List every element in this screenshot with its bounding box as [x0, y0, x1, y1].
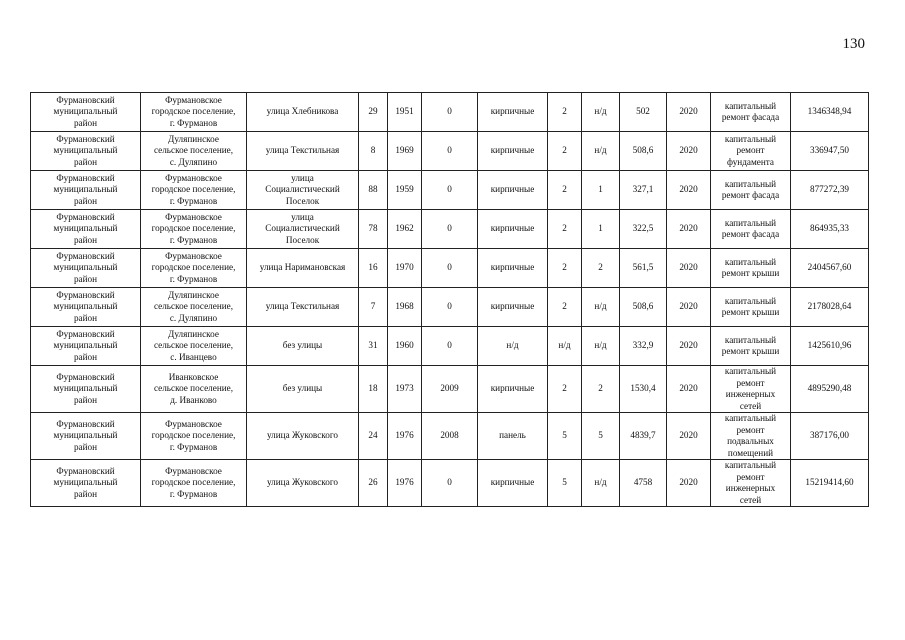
street-cell [247, 460, 359, 507]
plan-year-cell: 2020 [667, 93, 711, 132]
cell-line: Фурмановское [165, 94, 222, 105]
cell-line: Поселок [285, 234, 320, 245]
plan-year-cell: 2020 [667, 460, 711, 507]
cell-line: Фурмановское [165, 211, 222, 222]
cell-line: д. Иванково [170, 394, 217, 405]
cell-line: сетей [739, 494, 762, 505]
build-year-cell: 1976 [388, 460, 422, 507]
cell-line: район [73, 441, 98, 452]
cell-line: Фурмановское [165, 172, 222, 183]
cell-line: муниципальный [53, 262, 118, 273]
cell-line: ремонт крыши [721, 346, 780, 356]
cell-line: сельское поселение, [153, 383, 234, 394]
cell-line: г. Фурманов [169, 441, 218, 452]
house-number-cell: 31 [359, 327, 388, 366]
reconstruction-year-cell: 2009 [422, 366, 478, 413]
street-cell [247, 366, 359, 413]
wall-material-cell: кирпичные [478, 249, 548, 288]
cell-line: Иванковское [168, 371, 219, 382]
cell-line: Социалистический [265, 223, 340, 234]
cost-cell: 15219414,60 [791, 460, 869, 507]
cell-line: ремонт крыши [721, 268, 780, 278]
cell-line: ремонт [736, 471, 765, 482]
plan-year-cell: 2020 [667, 413, 711, 460]
settlement-cell [141, 249, 247, 288]
plan-year-cell: 2020 [667, 249, 711, 288]
reconstruction-year-cell: 0 [422, 132, 478, 171]
cell-line: г. Фурманов [169, 117, 218, 128]
cell-line: муниципальный [53, 477, 118, 488]
house-number-cell: 24 [359, 413, 388, 460]
cell-line: муниципальный [53, 340, 118, 351]
cell-line: с. Дуляпино [169, 156, 218, 167]
cost-cell: 336947,50 [791, 132, 869, 171]
area-cell: 502 [620, 93, 667, 132]
cell-line: Фурмановское [165, 418, 222, 429]
build-year-cell: 1973 [388, 366, 422, 413]
plan-year-cell: 2020 [667, 210, 711, 249]
cell-line: Фурмановский [56, 94, 115, 105]
district-cell [31, 366, 141, 413]
floors-cell: 2 [548, 366, 582, 413]
settlement-cell [141, 93, 247, 132]
cell-line: улица Наримановская [259, 262, 346, 273]
cell-line: Дуляпинское [168, 289, 219, 300]
floors-cell: 2 [548, 93, 582, 132]
wall-material-cell: панель [478, 413, 548, 460]
build-year-cell: 1968 [388, 288, 422, 327]
cell-line: муниципальный [53, 383, 118, 394]
cell-line: улица Хлебникова [266, 106, 339, 117]
wall-material-cell: кирпичные [478, 288, 548, 327]
area-cell: 561,5 [620, 249, 667, 288]
cost-cell: 877272,39 [791, 171, 869, 210]
cell-line: с. Иванцево [170, 351, 217, 362]
housing-repair-table [30, 92, 869, 507]
cell-line: городское поселение, [151, 262, 236, 273]
cell-line: Дуляпинское [168, 328, 219, 339]
plan-year-cell: 2020 [667, 171, 711, 210]
cell-line: муниципальный [53, 430, 118, 441]
cell-line: район [73, 117, 98, 128]
entrances-cell: н/д [582, 132, 620, 171]
wall-material-cell: кирпичные [478, 171, 548, 210]
work-type-cell [711, 132, 791, 171]
cell-line: капитальный [724, 413, 777, 423]
entrances-cell: 1 [582, 210, 620, 249]
house-number-cell: 16 [359, 249, 388, 288]
work-type-cell [711, 366, 791, 413]
cell-line: г. Фурманов [169, 488, 218, 499]
cell-line: городское поселение, [151, 430, 236, 441]
district-cell [31, 132, 141, 171]
cell-line: Фурмановский [56, 465, 115, 476]
house-number-cell: 88 [359, 171, 388, 210]
reconstruction-year-cell: 0 [422, 288, 478, 327]
cost-cell: 2178028,64 [791, 288, 869, 327]
cell-line: муниципальный [53, 223, 118, 234]
wall-material-cell: кирпичные [478, 366, 548, 413]
cell-line: подвальных [727, 436, 774, 446]
district-cell [31, 249, 141, 288]
reconstruction-year-cell: 0 [422, 327, 478, 366]
reconstruction-year-cell: 0 [422, 249, 478, 288]
cell-line: без улицы [282, 383, 323, 394]
cell-line: район [73, 234, 98, 245]
reconstruction-year-cell: 2008 [422, 413, 478, 460]
cell-line: Социалистический [265, 184, 340, 195]
cell-line: фундамента [726, 156, 774, 167]
area-cell: 327,1 [620, 171, 667, 210]
cost-cell: 4895290,48 [791, 366, 869, 413]
floors-cell: 2 [548, 210, 582, 249]
cell-line: район [73, 351, 98, 362]
cell-line: улица Жуковского [266, 430, 339, 441]
street-cell [247, 93, 359, 132]
settlement-cell [141, 210, 247, 249]
table-row [31, 210, 869, 249]
wall-material-cell: кирпичные [478, 210, 548, 249]
entrances-cell: 1 [582, 171, 620, 210]
cell-line: капитальный [724, 334, 777, 345]
cell-line: капитальный [724, 460, 777, 470]
cell-line: без улицы [282, 340, 323, 351]
table-row [31, 132, 869, 171]
street-cell [247, 413, 359, 460]
cell-line: капитальный [724, 217, 777, 228]
cell-line: Фурмановский [56, 371, 115, 382]
reconstruction-year-cell: 0 [422, 171, 478, 210]
cell-line: городское поселение, [151, 223, 236, 234]
work-type-cell [711, 460, 791, 507]
plan-year-cell: 2020 [667, 288, 711, 327]
area-cell: 332,9 [620, 327, 667, 366]
settlement-cell [141, 327, 247, 366]
cell-line: сельское поселение, [153, 145, 234, 156]
entrances-cell: н/д [582, 460, 620, 507]
work-type-cell [711, 249, 791, 288]
plan-year-cell: 2020 [667, 366, 711, 413]
cost-cell: 1346348,94 [791, 93, 869, 132]
cost-cell: 2404567,60 [791, 249, 869, 288]
table-row [31, 366, 869, 413]
cell-line: ремонт фасада [721, 229, 780, 239]
district-cell [31, 413, 141, 460]
floors-cell: 2 [548, 171, 582, 210]
build-year-cell: 1969 [388, 132, 422, 171]
table-body [31, 93, 869, 507]
cost-cell: 1425610,96 [791, 327, 869, 366]
house-number-cell: 7 [359, 288, 388, 327]
cell-line: капитальный [724, 178, 777, 189]
floors-cell: 5 [548, 413, 582, 460]
cell-line: г. Фурманов [169, 234, 218, 245]
table-row [31, 327, 869, 366]
cell-line: капитальный [724, 133, 777, 144]
build-year-cell: 1976 [388, 413, 422, 460]
house-number-cell: 18 [359, 366, 388, 413]
cell-line: помещений [727, 447, 774, 458]
district-cell [31, 171, 141, 210]
district-cell [31, 460, 141, 507]
entrances-cell: н/д [582, 327, 620, 366]
house-number-cell: 26 [359, 460, 388, 507]
cell-line: муниципальный [53, 106, 118, 117]
cost-cell: 387176,00 [791, 413, 869, 460]
area-cell: 322,5 [620, 210, 667, 249]
work-type-cell [711, 93, 791, 132]
cell-line: капитальный [724, 295, 777, 306]
cell-line: Фурмановское [165, 250, 222, 261]
cell-line: район [73, 488, 98, 499]
cell-line: Фурмановский [56, 328, 115, 339]
cell-line: Фурмановское [165, 465, 222, 476]
area-cell: 4758 [620, 460, 667, 507]
cost-cell: 864935,33 [791, 210, 869, 249]
table-row [31, 413, 869, 460]
settlement-cell [141, 460, 247, 507]
work-type-cell [711, 413, 791, 460]
settlement-cell [141, 288, 247, 327]
street-cell [247, 132, 359, 171]
floors-cell: 2 [548, 288, 582, 327]
table-row [31, 288, 869, 327]
reconstruction-year-cell: 0 [422, 93, 478, 132]
cell-line: сетей [739, 400, 762, 411]
cell-line: район [73, 312, 98, 323]
work-type-cell [711, 327, 791, 366]
cell-line: г. Фурманов [169, 195, 218, 206]
entrances-cell: н/д [582, 288, 620, 327]
street-cell [247, 249, 359, 288]
cell-line: городское поселение, [151, 477, 236, 488]
cell-line: ремонт фасада [721, 190, 780, 200]
cell-line: г. Фурманов [169, 273, 218, 284]
cell-line: ремонт [736, 145, 765, 156]
house-number-cell: 29 [359, 93, 388, 132]
entrances-cell: 5 [582, 413, 620, 460]
cell-line: улица [291, 211, 314, 222]
street-cell [247, 327, 359, 366]
street-cell [247, 288, 359, 327]
cell-line: улица Текстильная [265, 145, 340, 156]
work-type-cell [711, 288, 791, 327]
cell-line: сельское поселение, [153, 301, 234, 312]
cell-line: Поселок [285, 195, 320, 206]
floors-cell: 2 [548, 132, 582, 171]
cell-line: ремонт [736, 424, 765, 435]
area-cell: 1530,4 [620, 366, 667, 413]
build-year-cell: 1962 [388, 210, 422, 249]
cell-line: капитальный [724, 256, 777, 267]
wall-material-cell: кирпичные [478, 460, 548, 507]
house-number-cell: 8 [359, 132, 388, 171]
district-cell [31, 93, 141, 132]
build-year-cell: 1959 [388, 171, 422, 210]
cell-line: с. Дуляпино [169, 312, 218, 323]
cell-line: капитальный [724, 366, 777, 376]
street-cell [247, 171, 359, 210]
wall-material-cell: н/д [478, 327, 548, 366]
cell-line: район [73, 156, 98, 167]
district-cell [31, 288, 141, 327]
area-cell: 508,6 [620, 132, 667, 171]
build-year-cell: 1960 [388, 327, 422, 366]
settlement-cell [141, 132, 247, 171]
work-type-cell [711, 210, 791, 249]
wall-material-cell: кирпичные [478, 93, 548, 132]
cell-line: Фурмановский [56, 133, 115, 144]
cell-line: Фурмановский [56, 250, 115, 261]
cell-line: Фурмановский [56, 211, 115, 222]
cell-line: улица [291, 172, 314, 183]
cell-line: ремонт крыши [721, 307, 780, 317]
cell-line: муниципальный [53, 145, 118, 156]
floors-cell: 2 [548, 249, 582, 288]
settlement-cell [141, 413, 247, 460]
area-cell: 508,6 [620, 288, 667, 327]
cell-line: ремонт [736, 377, 765, 388]
cell-line: улица Текстильная [265, 301, 340, 312]
cell-line: муниципальный [53, 301, 118, 312]
work-type-cell [711, 171, 791, 210]
reconstruction-year-cell: 0 [422, 210, 478, 249]
cell-line: район [73, 394, 98, 405]
district-cell [31, 327, 141, 366]
cell-line: улица Жуковского [266, 477, 339, 488]
entrances-cell: 2 [582, 366, 620, 413]
reconstruction-year-cell: 0 [422, 460, 478, 507]
settlement-cell [141, 366, 247, 413]
cell-line: городское поселение, [151, 106, 236, 117]
house-number-cell: 78 [359, 210, 388, 249]
build-year-cell: 1951 [388, 93, 422, 132]
table-row [31, 460, 869, 507]
cell-line: инженерных [725, 483, 776, 493]
build-year-cell: 1970 [388, 249, 422, 288]
table-row [31, 171, 869, 210]
area-cell: 4839,7 [620, 413, 667, 460]
floors-cell: 5 [548, 460, 582, 507]
cell-line: район [73, 195, 98, 206]
settlement-cell [141, 171, 247, 210]
wall-material-cell: кирпичные [478, 132, 548, 171]
cell-line: Фурмановский [56, 418, 115, 429]
district-cell [31, 210, 141, 249]
cell-line: Дуляпинское [168, 133, 219, 144]
cell-line: сельское поселение, [153, 340, 234, 351]
cell-line: городское поселение, [151, 184, 236, 195]
plan-year-cell: 2020 [667, 132, 711, 171]
cell-line: муниципальный [53, 184, 118, 195]
table-row [31, 249, 869, 288]
page-number: 130 [842, 36, 865, 52]
cell-line: ремонт фасада [721, 112, 780, 122]
cell-line: район [73, 273, 98, 284]
entrances-cell: н/д [582, 93, 620, 132]
street-cell [247, 210, 359, 249]
plan-year-cell: 2020 [667, 327, 711, 366]
floors-cell: н/д [548, 327, 582, 366]
cell-line: инженерных [725, 389, 776, 399]
cell-line: капитальный [724, 100, 777, 111]
cell-line: Фурмановский [56, 172, 115, 183]
entrances-cell: 2 [582, 249, 620, 288]
table-row [31, 93, 869, 132]
cell-line: Фурмановский [56, 289, 115, 300]
